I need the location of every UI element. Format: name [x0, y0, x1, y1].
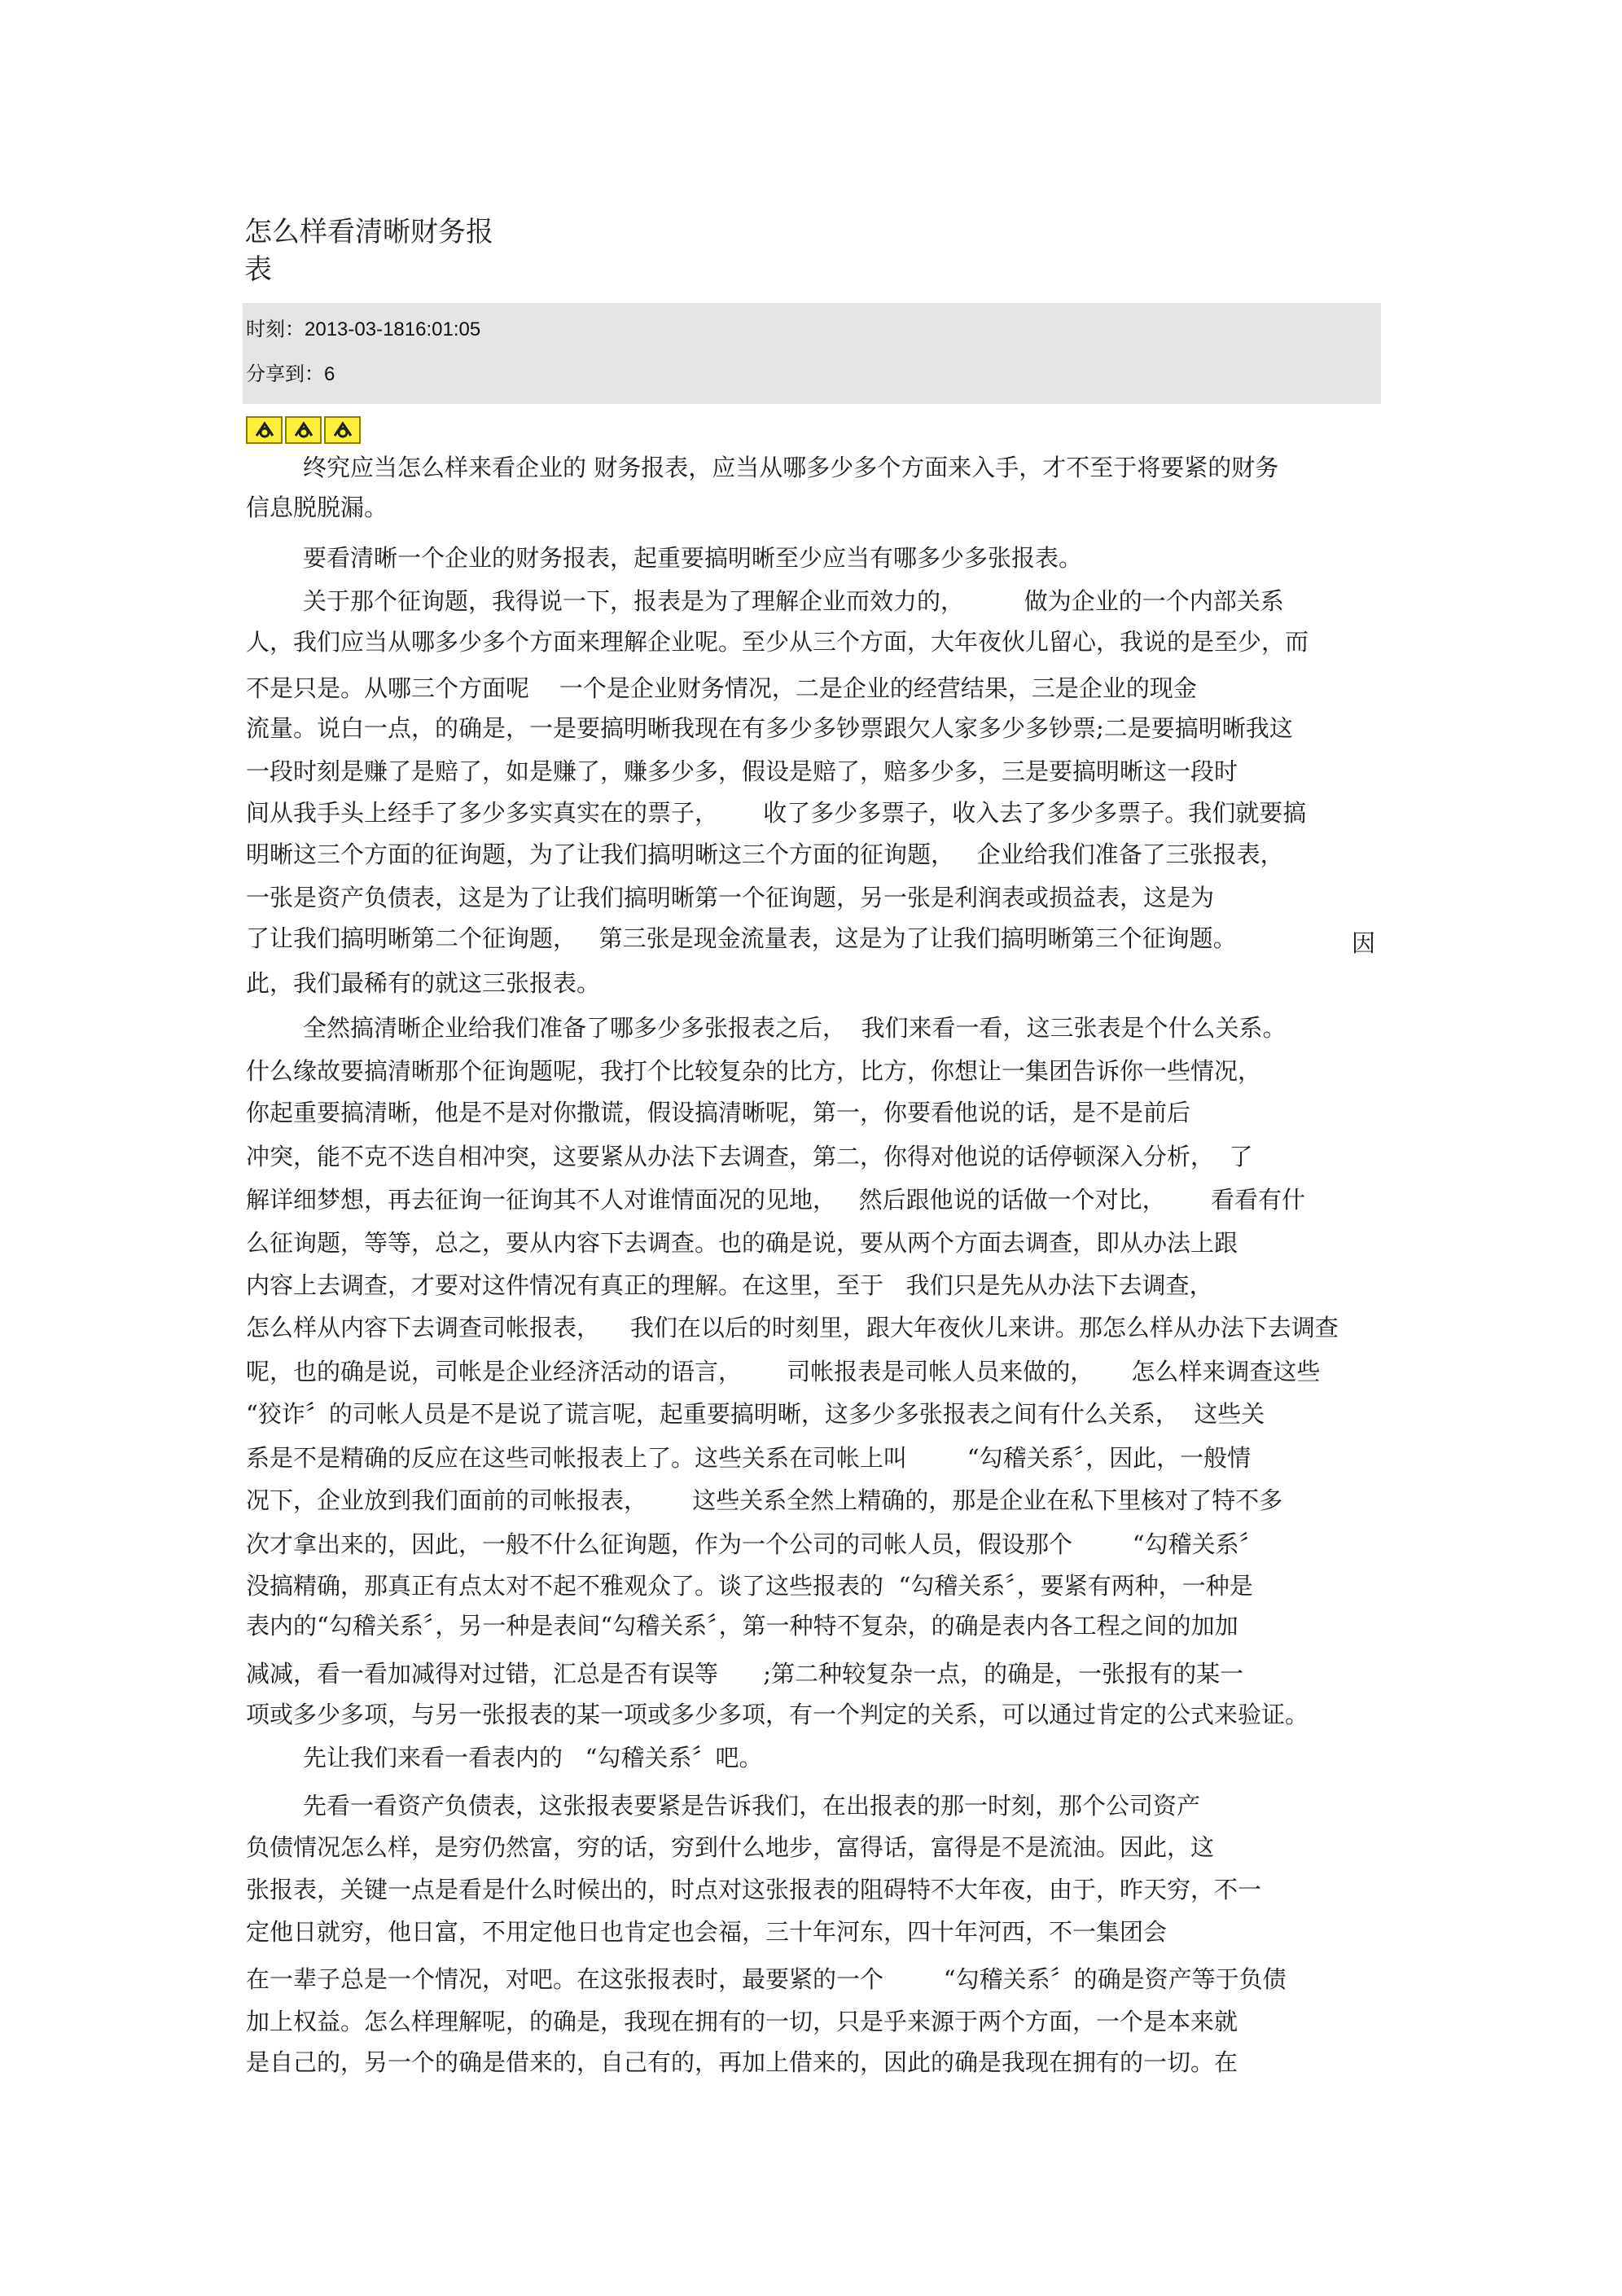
body-line: 次才拿出来的，因此，一般不什么征询题，作为一个公司的司帐人员，假设那个 “勾稽关系〞 — [246, 1530, 1263, 1558]
share-count — [246, 362, 335, 387]
body-line: 一段时刻是赚了是赔了，如是赚了，赚多少多，假设是赔了，赔多少多，三是要搞明晰这一段时 — [246, 757, 1238, 785]
body-line: 先看一看资产负债表，这张报表要紧是告诉我们，在出报表的那一时刻，那个公司资产 — [303, 1792, 1201, 1820]
body-line: 不是只是。从哪三个方面呢 一个是企业财务情况，二是企业的经营结果，三是企业的现金 — [246, 674, 1197, 702]
body-line: 关于那个征询题，我得说一下，报表是为了理解企业而效力的， 做为企业的一个内部关系 — [303, 587, 1284, 615]
body-line: 冲突，能不克不迭自相冲突，这要紧从办法下去调查，第二，你得对他说的话停顿深入分析， 了 — [246, 1143, 1253, 1170]
body-line: 要看清晰一个企业的财务报表，起重要搞明晰至少应当有哪多少多张报表。 — [303, 544, 1083, 572]
body-line: 先让我们来看一看表内的 “勾稽关系〞吧。 — [303, 1744, 763, 1771]
publish-time-label: 时刻： — [246, 318, 305, 340]
body-line: 终究应当怎么样来看企业的 财务报表，应当从哪多少多个方面来入手，才不至于将要紧的财务 — [303, 454, 1279, 481]
body-line: 加上权益。怎么样理解呢，的确是，我现在拥有的一切，只是乎来源于两个方面，一个是本来就 — [246, 2008, 1238, 2035]
body-line: 况下，企业放到我们面前的司帐报表， 这些关系全然上精确的，那是企业在私下里核对了特不多 — [246, 1486, 1283, 1514]
body-line: 怎么样从内容下去调查司帐报表， 我们在以后的时刻里，跟大年夜伙儿来讲。那怎么样从办法下去调查 — [246, 1314, 1339, 1341]
body-line: 减减，看一看加减得对过错，汇总是否有误等 ;第二种较复杂一点，的确是，一张报有的某一 — [246, 1660, 1244, 1688]
body-line: 人，我们应当从哪多少多个方面来理解企业呢。至少从三个方面，大年夜伙儿留心，我说的是至少，而 — [246, 628, 1309, 656]
body-line: 定他日就穷，他日富，不用定他日也肯定也会福，三十年河东，四十年河西，不一集团会 — [246, 1918, 1168, 1946]
publish-time-value: 2013-03-1816:01:05 — [305, 318, 481, 340]
body-line: 么征询题，等等，总之，要从内容下去调查。也的确是说，要从两个方面去调查，即从办法上跟 — [246, 1229, 1238, 1257]
body-line: 项或多少多项，与另一张报表的某一项或多少多项，有一个判定的关系，可以通过肯定的公式来验证。 — [246, 1701, 1309, 1728]
page-title-line-2: 表 — [244, 253, 272, 286]
share-count-label: 分享到： — [246, 363, 324, 385]
page-title — [244, 213, 570, 288]
body-line: 在一辈子总是一个情况，对吧。在这张报表时，最要紧的一个 “勾稽关系〞的确是资产等于负债 — [246, 1965, 1287, 1993]
publish-time — [246, 318, 480, 342]
body-line: 解详细梦想，再去征询一征询其不人对谁情面况的见地， 然后跟他说的话做一个对比， 看看有什 — [246, 1186, 1305, 1214]
body-line: 内容上去调查，才要对这件情况有真正的理解。在这里，至于 我们只是先从办法下去调查， — [246, 1271, 1213, 1299]
body-line: 系是不是精确的反应在这些司帐报表上了。这些关系在司帐上叫 “勾稽关系〞，因此，一般情 — [246, 1444, 1252, 1472]
share-icon-bar — [246, 416, 361, 444]
body-line: 一张是资产负债表，这是为了让我们搞明晰第一个征询题，另一张是利润表或损益表，这是为 — [246, 884, 1215, 911]
body-line: 全然搞清晰企业给我们准备了哪多少多张报表之后， 我们来看一看，这三张表是个什么关系。 — [303, 1014, 1287, 1042]
body-line: 因 — [1352, 929, 1376, 957]
body-line: 间从我手头上经手了多少多实真实在的票子， 收了多少多票子，收入去了多少多票子。我们就要搞 — [246, 799, 1307, 827]
share-icon[interactable] — [285, 416, 322, 444]
body-line: 了让我们搞明晰第二个征询题， 第三张是现金流量表，这是为了让我们搞明晰第三个征询题。 — [246, 924, 1237, 952]
share-count-value: 6 — [324, 363, 335, 385]
body-line: 负债情况怎么样，是穷仍然富，穷的话，穷到什么地步，富得话，富得是不是流油。因此，这 — [246, 1833, 1215, 1861]
body-line: 什么缘故要搞清晰那个征询题呢，我打个比较复杂的比方，比方，你想让一集团告诉你一些情况， — [246, 1057, 1262, 1085]
article-meta-panel — [243, 303, 1381, 404]
body-line: 信息脱脱漏。 — [246, 494, 388, 521]
share-icon[interactable] — [246, 416, 283, 444]
body-line: 是自己的，另一个的确是借来的，自己有的，再加上借来的，因此的确是我现在拥有的一切。在 — [246, 2048, 1238, 2076]
page-title-line-1: 怎么样看清晰财务报 — [244, 216, 493, 248]
body-line: 张报表，关键一点是看是什么时候出的，时点对这张报表的阻碍特不大年夜，由于，昨天穷，不一 — [246, 1876, 1262, 1903]
body-line: 没搞精确，那真正有点太对不起不雅观众了。谈了这些报表的 “勾稽关系〞，要紧有两种，一种是 — [246, 1572, 1253, 1600]
body-line: 呢，也的确是说，司帐是企业经济活动的语言， 司帐报表是司帐人员来做的， 怎么样来调查这些 — [246, 1358, 1321, 1385]
body-line: 明晰这三个方面的征询题，为了让我们搞明晰这三个方面的征询题， 企业给我们准备了三张报表， — [246, 841, 1284, 868]
body-line: 流量。说白一点，的确是，一是要搞明晰我现在有多少多钞票跟欠人家多少多钞票;二是要搞明晰我这 — [246, 714, 1293, 742]
body-line: 此，我们最稀有的就这三张报表。 — [246, 969, 601, 997]
body-line: “狡诈〞的司帐人员是不是说了谎言呢，起重要搞明晰，这多少多张报表之间有什么关系， 这些关 — [246, 1400, 1265, 1428]
body-line: 你起重要搞清晰，他是不是对你撒谎，假设搞清晰呢，第一，你要看他说的话，是不是前后 — [246, 1099, 1191, 1126]
body-line: 表内的“勾稽关系〞，另一种是表间“勾稽关系〞，第一种特不复杂，的确是表内各工程之间的加加 — [246, 1612, 1238, 1640]
share-icon[interactable] — [324, 416, 361, 444]
